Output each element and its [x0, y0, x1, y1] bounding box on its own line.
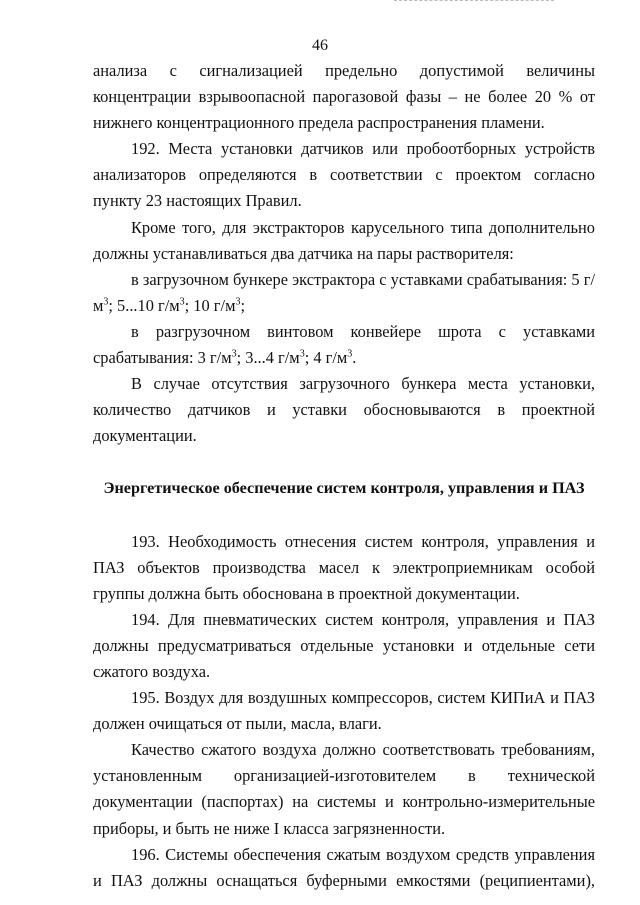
document-body — [93, 58, 595, 894]
paragraph-no-hopper: В случае отсутствия загрузочного бункера места установки, количество датчиков и уставки обосновываются в проектной документации. — [93, 374, 595, 446]
paragraph-196: 196. Системы обеспечения сжатым воздухом средств управления и ПАЗ должны оснащаться буферными емкостями (реципиентами), — [93, 844, 595, 890]
superscript-cube: 3 — [235, 296, 241, 308]
superscript-cube: 3 — [103, 296, 109, 308]
paragraph-loading-hopper — [93, 267, 595, 319]
loading-hopper-high: ; 10 г/м — [184, 295, 236, 315]
section-heading: Энергетическое обеспечение систем контроля, управления и ПАЗ — [103, 479, 585, 498]
screw-conveyor-range: ; 3...4 г/м — [236, 348, 300, 368]
paragraph-air-quality: Качество сжатого воздуха должно соответствовать требованиям, установленным организацией-изготовителем в технической документации (паспортах) на системы и контрольно-измерительные приборы, и быть не ниже I класса загрязненности. — [93, 740, 595, 838]
paragraph-carousel-extractors: Кроме того, для экстракторов карусельного типа дополнительно должны устанавливаться два датчика на пары растворителя: — [93, 217, 595, 263]
screw-conveyor-high: ; 4 г/м — [304, 348, 348, 368]
page-number: 46 — [312, 37, 328, 54]
loading-hopper-range: ; 5...10 г/м — [108, 295, 180, 315]
superscript-cube: 3 — [299, 348, 305, 360]
superscript-cube: 3 — [347, 348, 353, 360]
paragraph-194: 194. Для пневматических систем контроля, управления и ПАЗ должны предусматриваться отдельные установки и отдельные сети сжатого воздуха. — [93, 609, 595, 681]
superscript-cube: 3 — [231, 348, 237, 360]
superscript-cube: 3 — [179, 296, 185, 308]
loading-hopper-text: в загрузочном бункере экстрактора с уставками срабатывания: 5 г/м — [93, 269, 595, 315]
screw-conveyor-end: . — [352, 348, 357, 368]
paragraph-195: 195. Воздух для воздушных компрессоров, систем КИПиА и ПАЗ должен очищаться от пыли, масла, влаги. — [93, 688, 595, 734]
screw-conveyor-text: в разгрузочном винтовом конвейере шрота с уставками срабатывания: 3 г/м — [93, 321, 595, 368]
paragraph-192: 192. Места установки датчиков или пробоотборных устройств анализаторов определяются в соответствии с проектом согласно пункту 23 настоящих Правил. — [93, 139, 595, 211]
paragraph-193: 193. Необходимость отнесения систем контроля, управления и ПАЗ объектов производства масел к электроприемникам особой группы должна быть обоснована в проектной документации. — [93, 531, 595, 603]
paragraph-screw-conveyor — [93, 319, 595, 371]
loading-hopper-end: ; — [240, 295, 246, 315]
scan-edge-marks — [394, 0, 554, 3]
paragraph-continuation: анализа с сигнализацией предельно допустимой величины концентрации взрывоопасной парогазовой фазы – не более 20 % от нижнего концентрационного предела распространения пламени. — [93, 61, 595, 133]
